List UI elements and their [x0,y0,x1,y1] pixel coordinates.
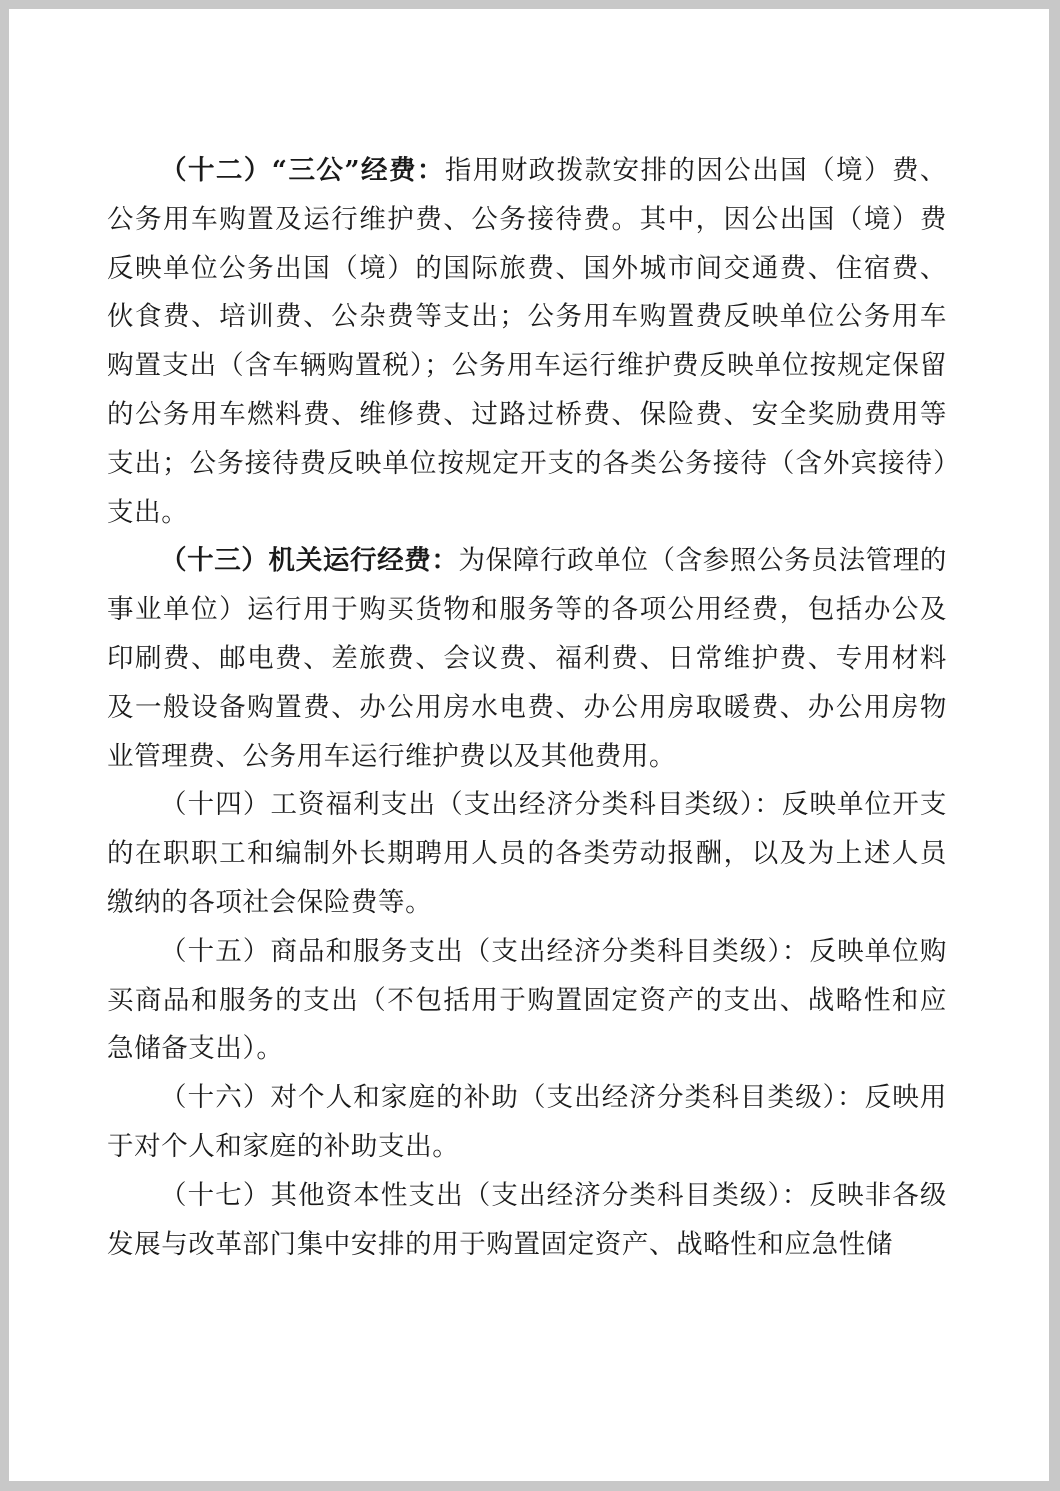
paragraph-heading: （十四）工资福利支出（支出经济分类科目类级）： [160,789,782,821]
paragraph-heading: （十三）机关运行经费： [160,545,459,577]
paragraph-17 [107,1172,947,1270]
paragraph-text: 反映单位购买商品和服务的支出（不包括用于购置固定资产的支出、战略性和应急储备支出）。 [107,935,948,1065]
paragraph-16 [107,1074,947,1172]
document-body [107,147,947,1269]
paragraph-text: 指用财政拨款安排的因公出国（境）费、公务用车购置及运行维护费、公务接待费。其中，因公出国（境）费反映单位公务出国（境）的国际旅费、国外城市间交通费、住宿费、伙食费、培训费、公杂费等支出；公务用车购置费反映单位公务用车购置支出（含车辆购置税）；公务用车运行维护费反映单位按规定保留的公务用车燃料费、维修费、过路过桥费、保险费、安全奖励费用等支出；公务接待费反映单位按规定开支的各类公务接待（含外宾接待）支出。 [107,155,947,528]
paragraph-heading: （十二）“三公”经费： [160,155,445,186]
paragraph-heading: （十五）商品和服务支出（支出经济分类科目类级）： [160,935,810,967]
document-page [9,9,1049,1481]
paragraph-text: 反映非各级发展与改革部门集中安排的用于购置固定资产、战略性和应急性储 [107,1179,948,1260]
paragraph-12 [107,147,947,537]
paragraph-text: 反映用于对个人和家庭的补助支出。 [107,1082,947,1162]
paragraph-heading: （十六）对个人和家庭的补助（支出经济分类科目类级）： [160,1082,865,1114]
paragraph-13 [107,537,947,781]
paragraph-14 [107,781,947,927]
paragraph-15 [107,928,947,1074]
paragraph-heading: （十七）其他资本性支出（支出经济分类科目类级）： [160,1179,810,1211]
paragraph-text: 反映单位开支的在职职工和编制外长期聘用人员的各类劳动报酬，以及为上述人员缴纳的各项社会保险费等。 [107,789,947,918]
paragraph-text: 为保障行政单位（含参照公务员法管理的事业单位）运行用于购买货物和服务等的各项公用经费，包括办公及印刷费、邮电费、差旅费、会议费、福利费、日常维护费、专用材料及一般设备购置费、办公用房水电费、办公用房取暖费、办公用房物业管理费、公务用车运行维护费以及其他费用。 [107,545,947,772]
